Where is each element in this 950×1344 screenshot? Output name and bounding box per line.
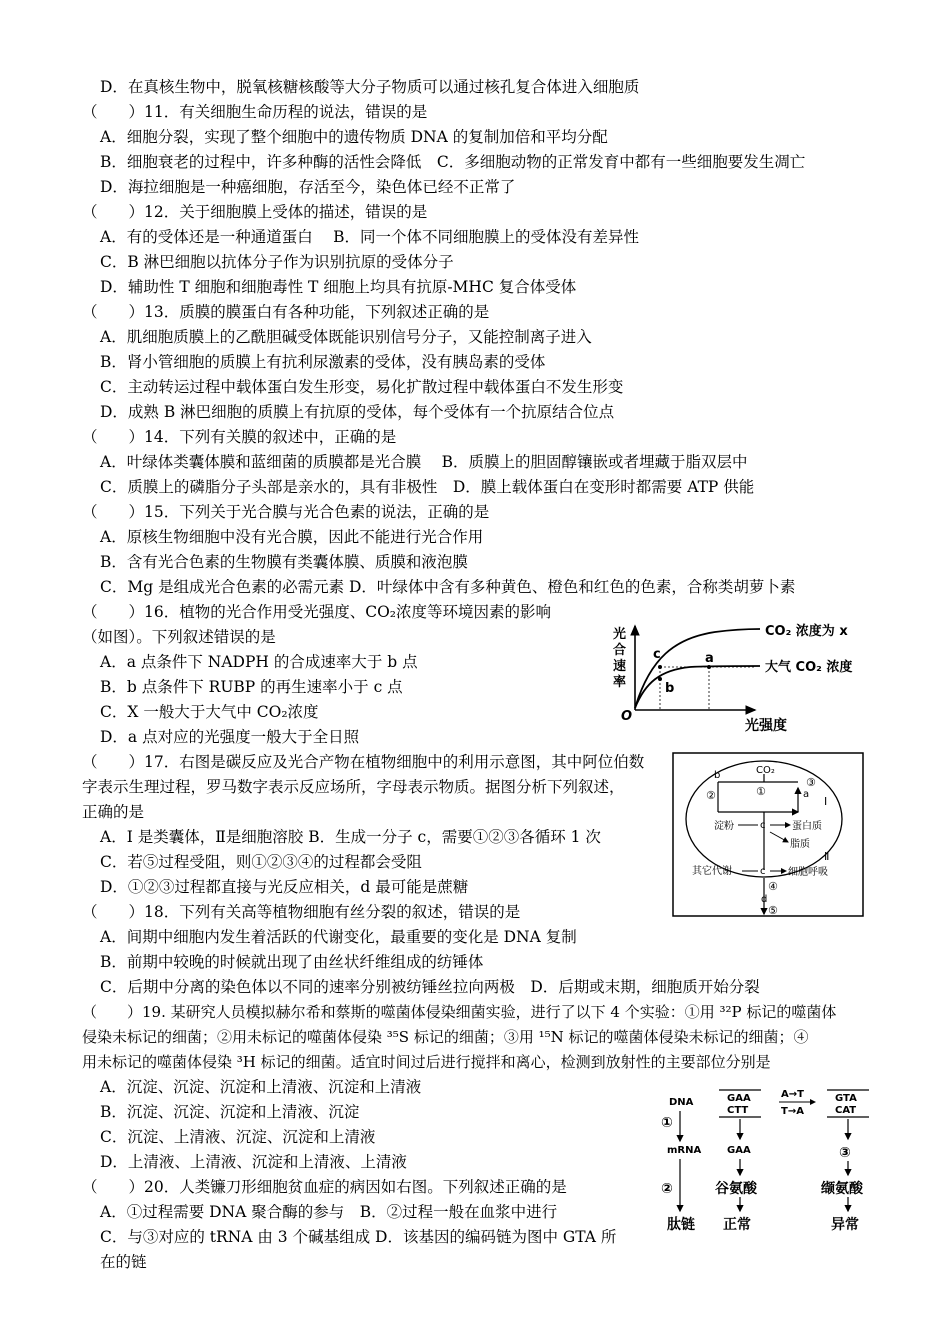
q17-stem-3: 正确的是	[82, 803, 145, 821]
abnormal-label: 异常	[831, 1217, 859, 1233]
step-1-label: ①	[661, 1115, 673, 1131]
q20-option-cd: C．与③对应的 tRNA 由 3 个碱基组成 D．该基因的编码链为图中 GTA 所	[100, 1228, 617, 1246]
q16-option-b: B．b 点条件下 RUBP 的再生速率小于 c 点	[100, 678, 403, 696]
q19-option-b: B．沉淀、沉淀、沉淀和上清液、沉淀	[100, 1103, 360, 1121]
q13-stem: （ ）13．质膜的膜蛋白有各种功能，下列叙述正确的是	[82, 303, 490, 321]
q11-stem: （ ）11．有关细胞生命历程的说法，错误的是	[82, 103, 428, 121]
label-a: a	[705, 651, 714, 666]
q12-stem: （ ）12．关于细胞膜上受体的描述，错误的是	[82, 203, 428, 221]
q11-option-bc: B．细胞衰老的过程中，许多种酶的活性会降低 C．多细胞动物的正常发育中都有一些细胞要发生凋亡	[100, 153, 806, 171]
y-axis-label-2: 合	[613, 643, 627, 658]
mutant-codon-bottom: CAT	[835, 1105, 857, 1116]
curve-atmospheric-co2	[635, 666, 760, 708]
step-3-label: ③	[839, 1145, 851, 1161]
step-2-label: ②	[706, 789, 716, 802]
lipid-arrow	[770, 832, 788, 842]
q19-stem-2: 侵染未标记的细菌；②用未标记的噬菌体侵染 ³⁵S 标记的细菌；③用 ¹⁵N 标记的噬菌体侵染未标记的细菌；④	[82, 1028, 809, 1046]
normal-mrna-codon: GAA	[727, 1145, 751, 1156]
mutation-t-to-a: T→A	[781, 1106, 804, 1117]
label-c-outer: c	[760, 866, 766, 877]
origin-label: O	[621, 709, 633, 724]
y-axis-label-1: 光	[613, 627, 627, 642]
q16-stem: （ ）16．植物的光合作用受光强度、CO₂浓度等环境因素的影响	[82, 603, 552, 621]
q11-option-d: D．海拉细胞是一种癌细胞，存活至今，染色体已经不正常了	[100, 178, 516, 196]
normal-codon-bottom: CTT	[727, 1105, 749, 1116]
mutation-a-to-t: A→T	[781, 1089, 804, 1100]
q15-option-cd: C．Mg 是组成光合色素的必需元素 D．叶绿体中含有多种黄色、橙色和红色的色素，合称类胡萝卜素	[100, 578, 796, 596]
q17-option-d: D．①②③过程都直接与光反应相关，d 最可能是蔗糖	[100, 878, 469, 896]
dna-label: DNA	[669, 1097, 694, 1108]
q18-option-b: B．前期中较晚的时候就出现了由丝状纤维组成的纺锤体	[100, 953, 484, 971]
normal-codon-top: GAA	[727, 1093, 751, 1104]
q13-option-d: D．成熟 B 淋巴细胞的质膜上有抗原的受体，每个受体有一个抗原结合位点	[100, 403, 615, 421]
q15-option-a: A．原核生物细胞中没有光合膜，因此不能进行光合作用	[100, 528, 484, 546]
q17-carbon-reaction-figure	[672, 752, 864, 917]
legend-atmospheric-co2: 大气 CO₂ 浓度	[765, 660, 853, 675]
q16-option-c: C．X 一般大于大气中 CO₂浓度	[100, 703, 319, 721]
step-2-label: ②	[661, 1181, 673, 1197]
normal-label: 正常	[723, 1217, 751, 1233]
label-a: a	[803, 789, 810, 800]
q17-option-c: C．若⑤过程受阻，则①②③④的过程都会受阻	[100, 853, 422, 871]
q15-option-b: B．含有光合色素的生物膜有类囊体膜、质膜和液泡膜	[100, 553, 468, 571]
q18-option-cd: C．后期中分离的染色体以不同的速率分别被纺锤丝拉向两极 D．后期或末期，细胞质开始分裂	[100, 978, 760, 996]
q17-stem-2: 字表示生理过程，罗马数字表示反应场所，字母表示物质。据图分析下列叙述，	[82, 778, 625, 796]
region-i-label: I	[824, 795, 828, 808]
protein-label: 蛋白质	[792, 821, 822, 832]
q14-stem: （ ）14．下列有关膜的叙述中，正确的是	[82, 428, 397, 446]
label-b: b	[665, 681, 675, 696]
co2-label: CO₂	[756, 765, 775, 776]
q11-option-a: A．细胞分裂，实现了整个细胞中的遗传物质 DNA 的复制加倍和平均分配	[100, 128, 608, 146]
y-axis-label-3: 速	[613, 659, 627, 674]
y-axis-label-4: 率	[613, 675, 627, 690]
q14-option-cd: C．质膜上的磷脂分子头部是亲水的，具有非极性 D．膜上载体蛋白在变形时都需要 ATP 供能	[100, 478, 755, 496]
q16-stem-2: （如图）。下列叙述错误的是	[82, 628, 276, 646]
respiration-label: 细胞呼吸	[788, 867, 828, 878]
legend-co2-x: CO₂ 浓度为 x	[765, 624, 848, 639]
q17-stem: （ ）17．右图是碳反应及光合产物在植物细胞中的利用示意图，其中阿位伯数	[82, 753, 645, 771]
label-d: d	[761, 894, 768, 905]
q12-option-ab: A．有的受体还是一种通道蛋白 B．同一个体不同细胞膜上的受体没有差异性	[100, 228, 640, 246]
q20-sickle-cell-figure	[655, 1083, 885, 1243]
q19-option-a: A．沉淀、沉淀、沉淀和上清液、沉淀和上清液	[100, 1078, 422, 1096]
q20-stem: （ ）20．人类镰刀形细胞贫血症的病因如右图。下列叙述正确的是	[82, 1178, 567, 1196]
mrna-label: mRNA	[667, 1145, 702, 1156]
valine-label: 缬氨酸	[821, 1181, 863, 1197]
q16-light-curve-figure	[605, 618, 875, 740]
curve-co2-x	[635, 629, 760, 708]
other-metabolism-label: 其它代谢	[692, 866, 732, 877]
point-c	[658, 665, 662, 669]
x-axis-label: 光强度	[745, 718, 787, 734]
peptide-chain-label: 肽链	[667, 1217, 695, 1233]
q18-stem: （ ）18．下列有关高等植物细胞有丝分裂的叙述，错误的是	[82, 903, 521, 921]
starch-label: 淀粉	[714, 821, 734, 832]
q16-option-a: A．a 点条件下 NADPH 的合成速率大于 b 点	[100, 653, 418, 671]
q20-option-d-cont: 在的链	[100, 1253, 147, 1271]
q13-option-c: C．主动转运过程中载体蛋白发生形变，易化扩散过程中载体蛋白不发生形变	[100, 378, 624, 396]
q16-option-d: D．a 点对应的光强度一般大于全日照	[100, 728, 360, 746]
point-b	[658, 677, 662, 681]
q19-stem: （ ）19. 某研究人员模拟赫尔希和蔡斯的噬菌体侵染细菌实验，进行了以下 4 个实验：①用 ³²P 标记的噬菌体	[82, 1003, 837, 1021]
q14-option-ab: A．叶绿体类囊体膜和蓝细菌的质膜都是光合膜 B．质膜上的胆固醇镶嵌或者埋藏于脂双层中	[100, 453, 748, 471]
step-5-label: ⑤	[768, 904, 778, 917]
q17-option-ab: A．I 是类囊体，Ⅱ是细胞溶胶 B．生成一分子 c，需要①②③各循环 1 次	[100, 828, 601, 846]
q19-option-c: C．沉淀、上清液、沉淀、沉淀和上清液	[100, 1128, 376, 1146]
lipid-label: 脂质	[790, 839, 810, 850]
q13-option-b: B．肾小管细胞的质膜上有抗利尿激素的受体，没有胰岛素的受体	[100, 353, 546, 371]
q10-option-d: D．在真核生物中，脱氧核糖核酸等大分子物质可以通过核孔复合体进入细胞质	[100, 78, 640, 96]
step-1-label: ①	[756, 785, 766, 798]
label-c-inner: c	[760, 820, 766, 831]
step-4-label: ④	[768, 880, 778, 893]
q15-stem: （ ）15．下列关于光合膜与光合色素的说法，正确的是	[82, 503, 490, 521]
mutant-codon-top: GTA	[835, 1093, 857, 1104]
q18-option-a: A．间期中细胞内发生着活跃的代谢变化，最重要的变化是 DNA 复制	[100, 928, 577, 946]
region-ii-label: Ⅱ	[824, 850, 830, 863]
q12-option-c: C．B 淋巴细胞以抗体分子作为识别抗原的受体分子	[100, 253, 454, 271]
q12-option-d: D．辅助性 T 细胞和细胞毒性 T 细胞上均具有抗原-MHC 复合体受体	[100, 278, 577, 296]
glutamate-label: 谷氨酸	[715, 1181, 757, 1197]
step-3-label: ③	[806, 776, 816, 789]
q19-option-d: D．上清液、上清液、沉淀和上清液、上清液	[100, 1153, 407, 1171]
label-c: c	[653, 647, 661, 662]
q20-option-ab: A．①过程需要 DNA 聚合酶的参与 B．②过程一般在血浆中进行	[100, 1203, 558, 1221]
q13-option-a: A．肌细胞质膜上的乙酰胆碱受体既能识别信号分子，又能控制离子进入	[100, 328, 592, 346]
label-b: b	[714, 770, 721, 781]
q19-stem-3: 用未标记的噬菌体侵染 ³H 标记的细菌。适宜时间过后进行搅拌和离心，检测到放射性的主要部位分别是	[82, 1053, 771, 1071]
